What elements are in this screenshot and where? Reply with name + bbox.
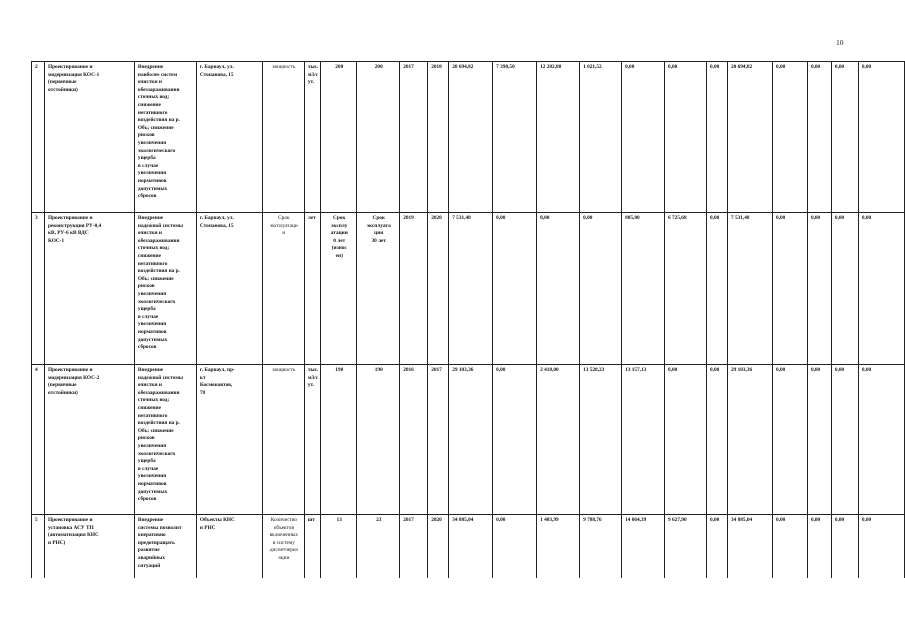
financing-total: 7 531,48 <box>728 213 773 365</box>
cost-2022: 0,00 <box>707 213 728 365</box>
cost-2022: 0,00 <box>707 515 728 579</box>
financing-a: 0,00 <box>772 365 807 515</box>
cost-total: 34 885,04 <box>449 515 493 579</box>
financing-b: 0,00 <box>807 213 831 365</box>
project-address: г. Барнаул, ул. Стопанова, 15 <box>196 62 262 213</box>
cost-2021: 0,00 <box>665 365 707 515</box>
cost-2019: 0,00 <box>580 213 622 365</box>
project-name: Проектирование и установка АСУ ТП (автоматизация КНС и РНС) <box>44 515 134 579</box>
value-before: 200 <box>321 62 357 213</box>
financing-b: 0,00 <box>807 365 831 515</box>
cost-2018: 0,00 <box>537 213 580 365</box>
value-after: 200 <box>357 62 400 213</box>
cost-2019: 9 788,76 <box>580 515 622 579</box>
indicator-unit: лет <box>304 213 320 365</box>
row-number: 5 <box>32 515 45 579</box>
financing-a: 0,00 <box>772 62 807 213</box>
cost-total: 20 694,82 <box>449 62 493 213</box>
cost-2020: 805,80 <box>622 213 665 365</box>
project-name: Проектирование и реконструкция РУ-0,4 кВ, РУ-6 кВ ВДС КОС-1 <box>44 213 134 365</box>
page-number: 10 <box>836 38 844 47</box>
financing-total: 20 694,82 <box>728 62 773 213</box>
indicator-unit: тыс. м3/с ут. <box>304 365 320 515</box>
value-after: Срок эксплуата ции 30 лет <box>357 213 400 365</box>
cost-2017: 0,00 <box>493 213 537 365</box>
financing-b: 0,00 <box>807 515 831 579</box>
financing-d: 0,00 <box>858 365 904 515</box>
cost-2017: 7 390,50 <box>493 62 537 213</box>
financing-d: 0,00 <box>858 62 904 213</box>
value-before: 13 <box>321 515 357 579</box>
project-address: Объекты КНС и РНС <box>196 515 262 579</box>
cost-2020: 13 157,13 <box>622 365 665 515</box>
table-row <box>32 515 905 579</box>
project-address: г. Барнаул, пр- кт Космонавтов, 78 <box>196 365 262 515</box>
year-end: 2018 <box>428 62 449 213</box>
financing-b: 0,00 <box>807 62 831 213</box>
cost-2019: 13 528,23 <box>580 365 622 515</box>
table-row <box>32 62 905 213</box>
financing-d: 0,00 <box>858 515 904 579</box>
year-start: 2019 <box>400 213 428 365</box>
row-number: 3 <box>32 213 45 365</box>
indicator-unit: шт <box>304 515 320 579</box>
value-after: 190 <box>357 365 400 515</box>
cost-2017: 0,00 <box>493 365 537 515</box>
cost-2018: 2 418,00 <box>537 365 580 515</box>
financing-c: 0,00 <box>831 365 858 515</box>
cost-2019: 1 021,52 <box>580 62 622 213</box>
project-name: Проектирование и модернизация КОС-1 (первичные отстойники) <box>44 62 134 213</box>
cost-2018: 12 282,80 <box>537 62 580 213</box>
financing-d: 0,00 <box>858 213 904 365</box>
cost-2021: 0,00 <box>665 62 707 213</box>
indicator-name: мощность <box>262 62 304 213</box>
investment-program-table <box>31 61 905 578</box>
financing-a: 0,00 <box>772 515 807 579</box>
financing-total: 34 885,04 <box>728 515 773 579</box>
table-row <box>32 365 905 515</box>
table-row <box>32 213 905 365</box>
cost-2021: 9 627,90 <box>665 515 707 579</box>
indicator-name: Количество объектов включенных в систему диспетчериз ации <box>262 515 304 579</box>
value-before: 190 <box>321 365 357 515</box>
year-end: 2017 <box>428 365 449 515</box>
cost-2017: 0,00 <box>493 515 537 579</box>
year-start: 2017 <box>400 62 428 213</box>
cost-total: 7 531,48 <box>449 213 493 365</box>
financing-a: 0,00 <box>772 213 807 365</box>
year-end: 2020 <box>428 515 449 579</box>
value-after: 23 <box>357 515 400 579</box>
project-effect: Внедрение наиболее систем очистки и обеззараживания сточных вод; снижение негативного воздействия на р. Обь; снижение рисков увеличения экологического ущерба в случае увеличения нормативов допустимых сбросов <box>134 62 196 213</box>
year-start: 2016 <box>400 365 428 515</box>
financing-total: 29 103,36 <box>728 365 773 515</box>
cost-total: 29 103,36 <box>449 365 493 515</box>
cost-2020: 0,00 <box>622 62 665 213</box>
indicator-unit: тыс. м3/с ут. <box>304 62 320 213</box>
project-effect: Внедрение надежной системы очистки и обеззараживания сточных вод; снижение негативного воздействия на р. Обь; снижение рисков увеличения экологического ущерба в случае увеличения нормативов допустимых сбросов <box>134 365 196 515</box>
financing-c: 0,00 <box>831 213 858 365</box>
cost-2020: 14 064,39 <box>622 515 665 579</box>
cost-2018: 1 403,99 <box>537 515 580 579</box>
cost-2021: 6 725,68 <box>665 213 707 365</box>
financing-c: 0,00 <box>831 515 858 579</box>
year-end: 2020 <box>428 213 449 365</box>
year-start: 2017 <box>400 515 428 579</box>
cost-2022: 0,00 <box>707 62 728 213</box>
row-number: 2 <box>32 62 45 213</box>
project-name: Проектирование и модернизация КОС-2 (первичные отстойники) <box>44 365 134 515</box>
value-before: Срок эксплу атации 0 лет (износ ен) <box>321 213 357 365</box>
project-address: г. Барнаул, ул. Стопанова, 15 <box>196 213 262 365</box>
project-effect: Внедрение надежной системы очистки и обеззараживания сточных вод; снижение негативного воздействия на р. Обь; снижение рисков увеличения экологического ущерба в случае увеличения нормативов допустимых сбросов <box>134 213 196 365</box>
cost-2022: 0,00 <box>707 365 728 515</box>
indicator-name: мощность <box>262 365 304 515</box>
financing-c: 0,00 <box>831 62 858 213</box>
row-number: 4 <box>32 365 45 515</box>
project-effect: Внедрение системы позволит оперативно предотвращать развитие аварийных ситуаций <box>134 515 196 579</box>
indicator-name: Срок эксплуатаци и <box>262 213 304 365</box>
